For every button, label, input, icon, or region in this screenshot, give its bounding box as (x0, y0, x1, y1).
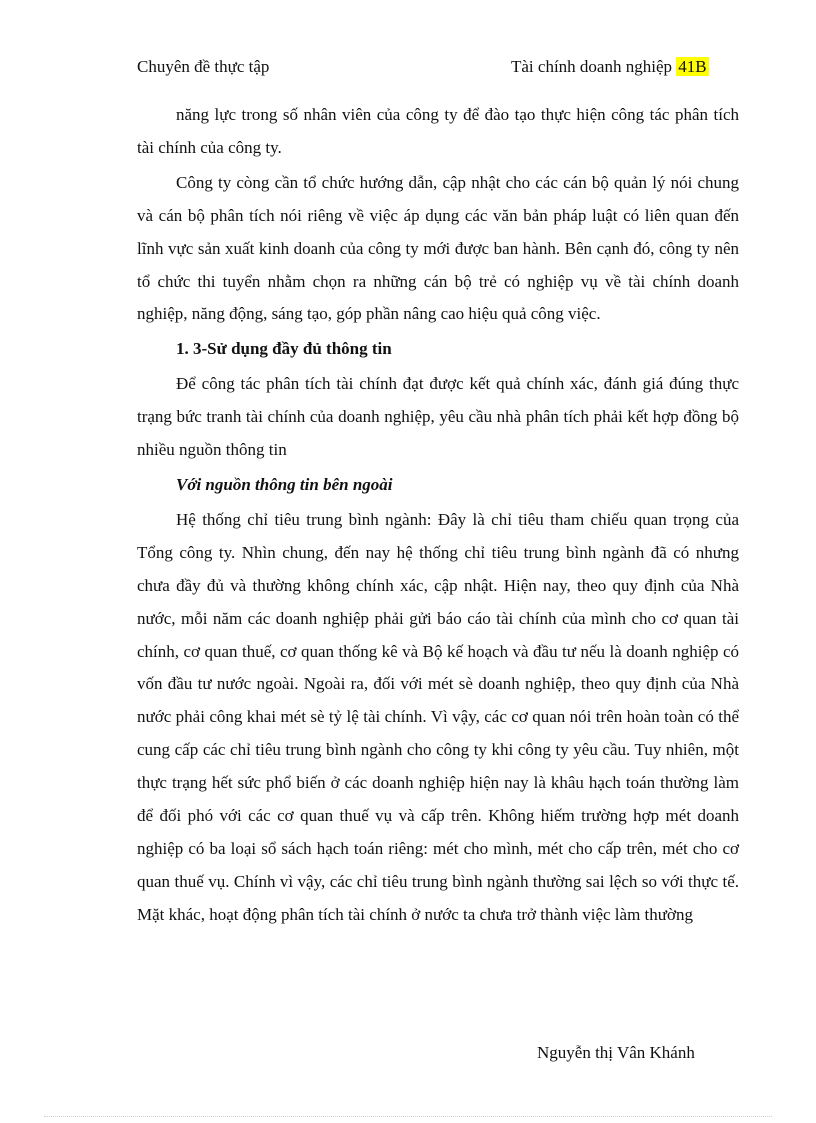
document-body (137, 99, 739, 932)
page-bottom-divider (44, 1116, 772, 1117)
section-heading: 1. 3-Sử dụng đầy đủ thông tin (176, 339, 392, 359)
paragraph-industry-indicators: Hệ thống chỉ tiêu trung bình ngành: Đây là chỉ tiêu tham chiếu quan trọng của Tổng công ty. Nhìn chung, đến nay hệ thống chỉ tiêu trung bình ngành đã có nhưng chưa đầy đủ và thường không chính xác, cập nhật. Hiện nay, theo quy định của Nhà nước, mỗi năm các doanh nghiệp phải gửi báo cáo tài chính của mình cho cơ quan tài chính, cơ quan thuế, cơ quan thống kê và Bộ kế hoạch và đầu tư nếu là doanh nghiệp có vốn đầu tư nước ngoài. Ngoài ra, đối với mét sè doanh nghiệp, theo quy định của Nhà nước phải công khai mét sè tỷ lệ tài chính. Vì vậy, các cơ quan nói trên hoàn toàn có thể cung cấp các chỉ tiêu trung bình ngành cho công ty khi công ty yêu cầu. Tuy nhiên, một thực trạng hết sức phổ biến ở các doanh nghiệp hiện nay là khâu hạch toán thường làm để đối phó với các cơ quan thuế vụ và cấp trên. Không hiếm trường hợp mét doanh nghiệp có ba loại sổ sách hạch toán riêng: mét cho mình, mét cho cấp trên, mét cho cơ quan thuế vụ. Chính vì vậy, các chỉ tiêu trung bình ngành thường sai lệch so với thực tế. Mặt khác, hoạt động phân tích tài chính ở nước ta chưa trở thành việc làm thường (137, 509, 739, 924)
paragraph-information: Để công tác phân tích tài chính đạt được kết quả chính xác, đánh giá đúng thực trạng bức tranh tài chính của doanh nghiệp, yêu cầu nhà phân tích phải kết hợp đồng bộ nhiều nguồn thông tin (137, 374, 739, 460)
subsection-heading: Với nguồn thông tin bên ngoài (176, 474, 393, 494)
header-class-badge: 41B (678, 57, 707, 76)
author-signature: Nguyễn thị Vân Khánh (537, 1043, 695, 1062)
page-header (137, 57, 737, 83)
paragraph-continuation: năng lực trong số nhân viên của công ty để đào tạo thực hiện công tác phân tích tài chính của công ty. (137, 105, 739, 157)
header-title-left: Chuyên đề thực tập (137, 57, 270, 76)
header-title-right (511, 57, 709, 77)
header-subject: Tài chính doanh nghiệp (511, 57, 672, 76)
paragraph-training: Công ty còng cần tổ chức hướng dẫn, cập nhật cho các cán bộ quản lý nói chung và cán bộ phân tích nói riêng về việc áp dụng các văn bản pháp luật có liên quan đến lĩnh vực sản xuất kinh doanh của công ty mới được ban hành. Bên cạnh đó, công ty nên tổ chức thi tuyển nhằm chọn ra những cán bộ trẻ có nghiệp vụ về tài chính doanh nghiệp, năng động, sáng tạo, góp phần nâng cao hiệu quả công việc. (137, 172, 739, 324)
